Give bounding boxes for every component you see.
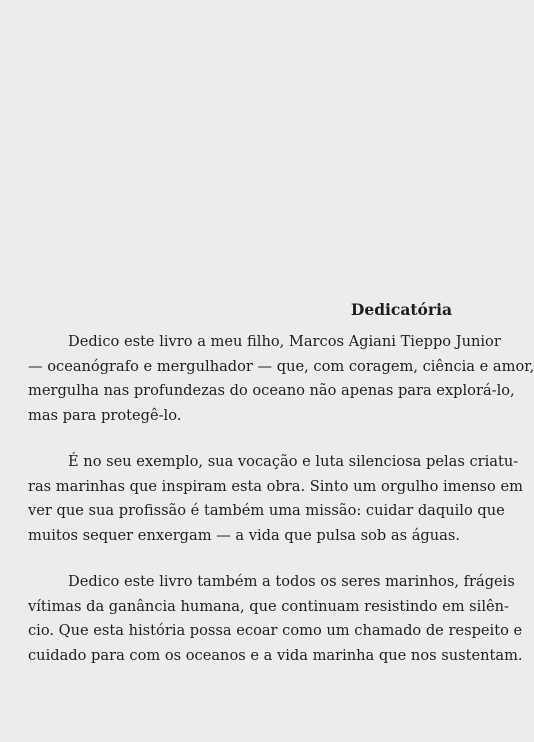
text-line: muitos sequer enxergam — a vida que pulsa sob as águas. — [28, 526, 460, 544]
dedication-paragraph-1 — [28, 330, 534, 428]
dedication-title: Dedicatória — [350, 300, 452, 319]
dedication-paragraph-3 — [28, 570, 523, 668]
text-line: — oceanógrafo e mergulhador — que, com coragem, ciência e amor, — [28, 357, 534, 375]
dedication-paragraph-2 — [28, 450, 523, 548]
dedication-section — [28, 299, 534, 690]
text-line: ras marinhas que inspiram esta obra. Sinto um orgulho imenso em — [28, 477, 523, 495]
text-line: vítimas da ganância humana, que continuam resistindo em silên- — [28, 597, 509, 615]
text-line: mas para protegê-lo. — [28, 406, 182, 424]
text-line: Dedico este livro também a todos os seres marinhos, frágeis — [68, 573, 515, 590]
text-line: Dedico este livro a meu filho, Marcos Agiani Tieppo Junior — [68, 333, 501, 350]
text-line: mergulha nas profundezas do oceano não apenas para explorá-lo, — [28, 382, 515, 399]
text-line: É no seu exemplo, sua vocação e luta silenciosa pelas criatu- — [68, 453, 519, 470]
text-line: cio. Que esta história possa ecoar como um chamado de respeito e — [28, 622, 523, 639]
text-line: cuidado para com os oceanos e a vida marinha que nos sustentam. — [28, 646, 523, 664]
text-line: ver que sua profissão é também uma missão: cuidar daquilo que — [28, 502, 505, 519]
